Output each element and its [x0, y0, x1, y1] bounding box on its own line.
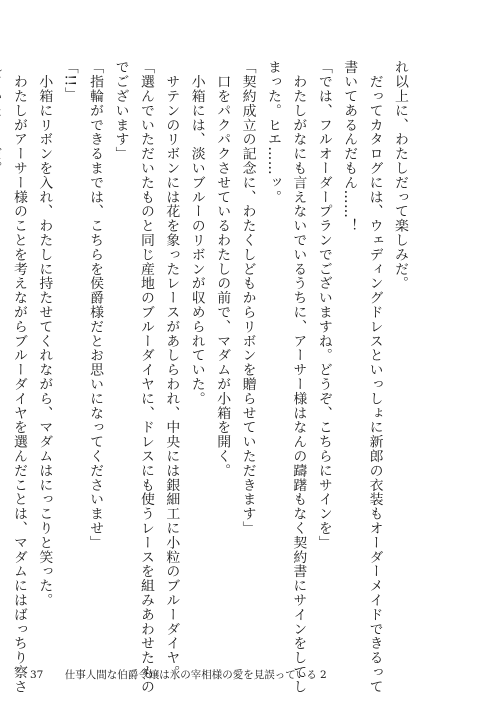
text-line: れ以上に、わたしだって楽しみだ。 [392, 60, 408, 291]
text-line: 小箱にリボンを入れ、わたしに持たせてくれながら、マダムはにっこりと笑った。 [36, 60, 53, 608]
text-line [0, 60, 6, 660]
text-line: 「では、フルオーダープランでございますね。どうぞ、こちらにサインを」 [315, 60, 332, 550]
text-line: 「指輪ができるまでは、こちらを侯爵様だとお思いになってくださいませ」 [87, 60, 104, 550]
text-line: まった。ヒエ……ッ。 [264, 60, 281, 204]
text-line: 「契約成立の記念に、わたくしどもからリボンを贈らせていただきます」 [239, 60, 256, 536]
page-footer [30, 667, 327, 682]
text-line: わたしがアーサー様のことを考えながらブルーダイヤを選んだことは、マダムにはばっちり察さ [10, 60, 27, 694]
running-title: 仕事人間な伯爵令嬢は氷の宰相様の愛を見誤っている 2 [64, 669, 327, 681]
text-line: 書いてあるんだもん……！ [341, 60, 358, 233]
text-line: 口をパクパクさせているわたしの前で、マダムが小箱を開く。 [214, 60, 231, 478]
page-number: 37 [30, 669, 44, 681]
text-line: でございます」 [112, 60, 129, 161]
text-line: 「!!」 [61, 60, 78, 101]
text-line: わたしがなにも言えないでいるうちに、アーサー様はなんの躊躇もなく契約書にサインをしてし [290, 60, 307, 694]
text-line: 「選んでいただいたものと同じ産地のブルーダイヤに、ドレスにも使うレースを組みあわせたもの [137, 60, 154, 694]
text-line: 小箱には、淡いブルーのリボンが収められていた。 [188, 60, 205, 406]
text-line: だってカタログには、ウェディングドレスといっしょに新郎の衣装もオーダーメイドできるって [366, 60, 383, 694]
text-line: サテンのリボンには花を象ったレースがあしらわれ、中央には銀細工に小粒のブルーダイヤ。 [163, 60, 180, 680]
